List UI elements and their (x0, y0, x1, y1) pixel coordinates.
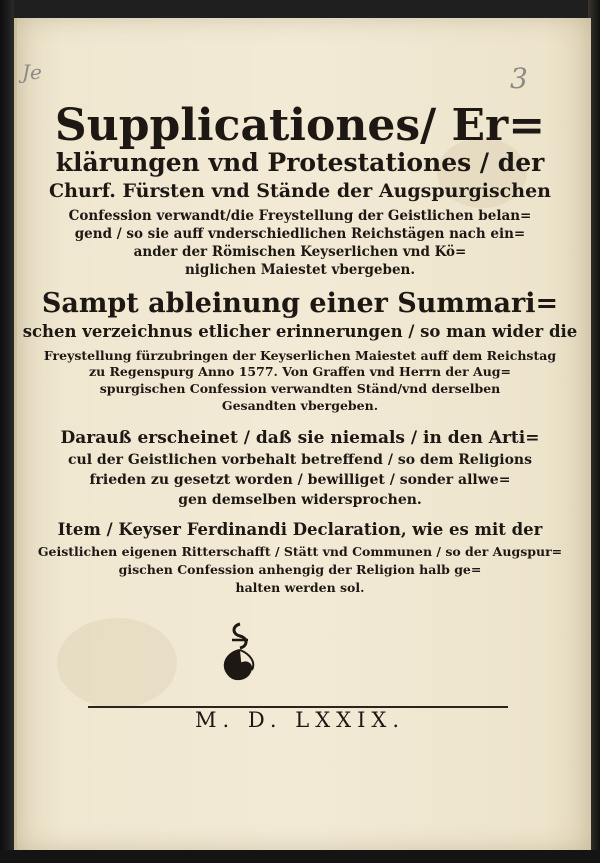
imprint-year: M. D. LXXIX. (194, 708, 406, 732)
title-line-2: klärungen vnd Protestationes / der (55, 148, 545, 177)
title-line-7: niglichen Maiestet vbergeben. (184, 262, 416, 278)
sampt-heading: Sampt ableinung einer Summari= (41, 288, 559, 319)
title-line-1: Supplicationes/ Er= (54, 100, 546, 151)
page-edge-bottom (0, 850, 600, 863)
title-line-6: ander der Römischen Keyserlichen vnd Kö= (133, 244, 467, 260)
darauss-line-1: Darauß erscheinet / daß sie niemals / in den Arti= (60, 428, 540, 448)
item-line-2: Geistlichen eigenen Ritterschafft / Stätt vnd Communen / so der Augspur= (37, 544, 563, 559)
title-line-5: gend / so sie auff vnderschiedlichen Reichstägen nach ein= (74, 226, 526, 242)
item-line-4: halten werden sol. (235, 580, 365, 595)
sampt-line-6: Gesandten vbergeben. (221, 398, 379, 413)
darauss-line-2: cul der Geistlichen vorbehalt betreffend / so dem Religions (68, 452, 532, 468)
sampt-line-5: spurgischen Confession verwandten Ständ/vnd derselben (99, 381, 501, 396)
sampt-line-3: Freystellung fürzubringen der Keyserlichen Maiestet auff dem Reichstag (43, 348, 557, 363)
handwritten-page-number: 3 (510, 62, 528, 95)
item-line-3: gischen Confession anhengig der Religion halb ge= (118, 562, 482, 577)
darauss-line-4: gen demselben widersprochen. (178, 492, 422, 508)
item-line-1: Item / Keyser Ferdinandi Declaration, wie es mit der (57, 520, 543, 539)
title-line-3: Churf. Fürsten vnd Stände der Augspurgischen (49, 180, 551, 202)
darauss-line-3: frieden zu gesetzt worden / bewilliget / sonder allwe= (89, 472, 511, 488)
sampt-line-4: zu Regenspurg Anno 1577. Von Graffen vnd Herrn der Aug= (88, 364, 512, 379)
title-line-4: Confession verwandt/die Freystellung der Geistlichen belan= (68, 208, 532, 224)
sampt-line-2: schen verzeichnus etlicher erinnerungen / so man wider die (22, 322, 578, 341)
paper-stain (57, 618, 177, 708)
fleuron-icon (210, 620, 270, 686)
handwritten-note-left: Je (22, 60, 42, 84)
